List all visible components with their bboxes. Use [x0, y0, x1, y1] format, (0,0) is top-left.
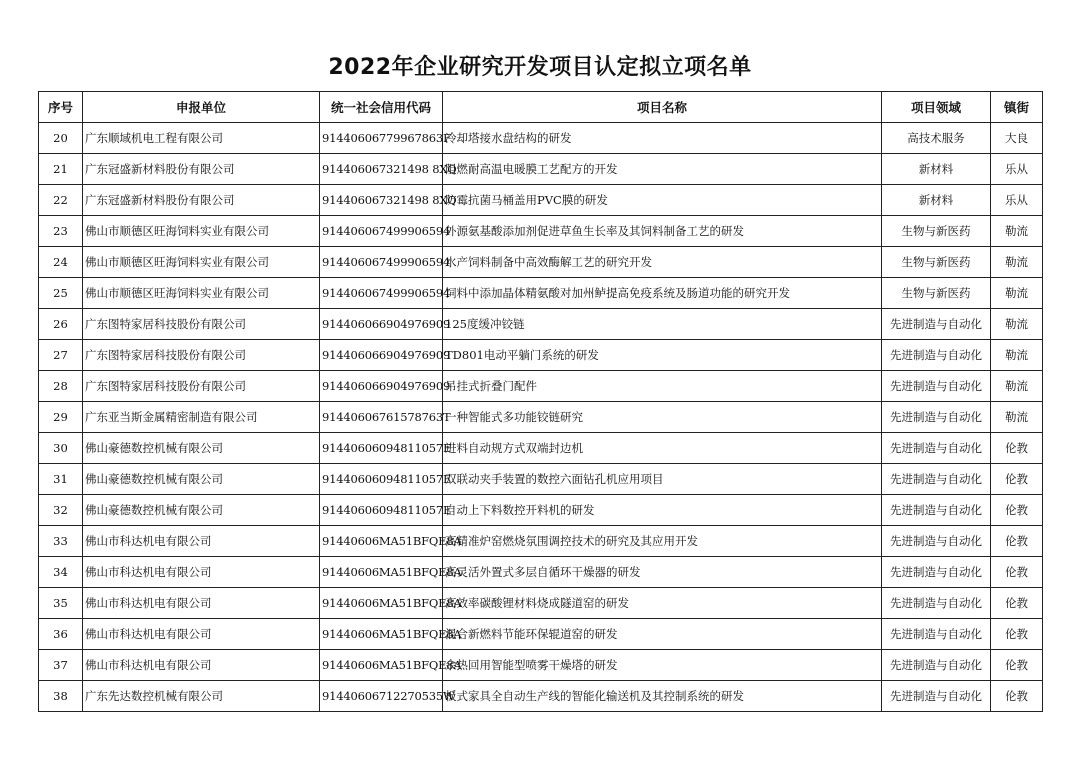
cell-project-field: 先进制造与自动化: [882, 681, 991, 712]
cell-project-name: 板式家具全自动生产线的智能化输送机及其控制系统的研发: [443, 681, 882, 712]
table-row: [39, 185, 1043, 216]
cell-project-name: 进料自动规方式双端封边机: [443, 433, 882, 464]
cell-town: 乐从: [991, 154, 1043, 185]
cell-index: 35: [39, 588, 83, 619]
cell-index: 31: [39, 464, 83, 495]
cell-town: 伦教: [991, 557, 1043, 588]
cell-town: 勒流: [991, 216, 1043, 247]
cell-applicant: 佛山市科达机电有限公司: [83, 619, 320, 650]
cell-credit-code: 91440606MA51BFQE8A: [320, 650, 443, 681]
cell-index: 22: [39, 185, 83, 216]
cell-project-field: 新材料: [882, 185, 991, 216]
table-row: [39, 433, 1043, 464]
cell-applicant: 佛山豪德数控机械有限公司: [83, 464, 320, 495]
cell-applicant: 广东冠盛新材料股份有限公司: [83, 185, 320, 216]
cell-project-name: 外源氨基酸添加剂促进草鱼生长率及其饲料制备工艺的研发: [443, 216, 882, 247]
cell-applicant: 广东先达数控机械有限公司: [83, 681, 320, 712]
cell-project-name: 饲料中添加晶体精氨酸对加州鲈提高免疫系统及肠道功能的研究开发: [443, 278, 882, 309]
table-row: [39, 371, 1043, 402]
cell-town: 勒流: [991, 340, 1043, 371]
cell-project-name: 高精准炉窑燃烧氛围调控技术的研究及其应用开发: [443, 526, 882, 557]
cell-index: 26: [39, 309, 83, 340]
cell-credit-code: 91440606MA51BFQE8A: [320, 557, 443, 588]
cell-credit-code: 91440606MA51BFQE8A: [320, 588, 443, 619]
cell-credit-code: 914406066904976909: [320, 340, 443, 371]
table-row: [39, 247, 1043, 278]
cell-project-name: 高灵活外置式多层自循环干燥器的研发: [443, 557, 882, 588]
cell-applicant: 广东图特家居科技股份有限公司: [83, 340, 320, 371]
cell-project-field: 生物与新医药: [882, 278, 991, 309]
cell-credit-code: 914406067499906594: [320, 216, 443, 247]
header-project-field: 项目领域: [882, 92, 991, 123]
cell-project-field: 先进制造与自动化: [882, 650, 991, 681]
cell-town: 伦教: [991, 464, 1043, 495]
cell-project-name: 一种智能式多功能铰链研究: [443, 402, 882, 433]
cell-credit-code: 91440606712270535W: [320, 681, 443, 712]
cell-project-field: 先进制造与自动化: [882, 495, 991, 526]
cell-applicant: 佛山豪德数控机械有限公司: [83, 495, 320, 526]
cell-project-field: 先进制造与自动化: [882, 371, 991, 402]
table-header-row: [39, 92, 1043, 123]
cell-project-field: 先进制造与自动化: [882, 619, 991, 650]
cell-project-name: 水产饲料制备中高效酶解工艺的研究开发: [443, 247, 882, 278]
cell-index: 34: [39, 557, 83, 588]
project-table: [38, 91, 1043, 712]
cell-project-name: TD801电动平躺门系统的研发: [443, 340, 882, 371]
cell-project-field: 先进制造与自动化: [882, 526, 991, 557]
cell-applicant: 佛山市科达机电有限公司: [83, 588, 320, 619]
cell-project-name: 阻燃耐高温电暖膜工艺配方的开发: [443, 154, 882, 185]
cell-town: 伦教: [991, 619, 1043, 650]
header-credit-code: 统一社会信用代码: [320, 92, 443, 123]
header-applicant: 申报单位: [83, 92, 320, 123]
cell-applicant: 佛山市科达机电有限公司: [83, 526, 320, 557]
cell-town: 伦教: [991, 588, 1043, 619]
cell-project-name: 高效率碳酸锂材料烧成隧道窑的研发: [443, 588, 882, 619]
cell-project-name: 余热回用智能型喷雾干燥塔的研发: [443, 650, 882, 681]
cell-credit-code: 91440606094811057E: [320, 433, 443, 464]
cell-index: 29: [39, 402, 83, 433]
cell-project-name: 125度缓冲铰链: [443, 309, 882, 340]
table-row: [39, 154, 1043, 185]
cell-applicant: 佛山市顺德区旺海饲料实业有限公司: [83, 278, 320, 309]
cell-project-field: 先进制造与自动化: [882, 464, 991, 495]
cell-town: 勒流: [991, 402, 1043, 433]
table-row: [39, 650, 1043, 681]
cell-index: 32: [39, 495, 83, 526]
cell-town: 乐从: [991, 185, 1043, 216]
table-row: [39, 495, 1043, 526]
cell-project-field: 先进制造与自动化: [882, 309, 991, 340]
cell-project-field: 高技术服务: [882, 123, 991, 154]
header-index: 序号: [39, 92, 83, 123]
cell-applicant: 佛山市科达机电有限公司: [83, 650, 320, 681]
table-row: [39, 619, 1043, 650]
cell-applicant: 广东顺域机电工程有限公司: [83, 123, 320, 154]
cell-town: 伦教: [991, 526, 1043, 557]
cell-applicant: 广东冠盛新材料股份有限公司: [83, 154, 320, 185]
cell-applicant: 佛山市科达机电有限公司: [83, 557, 320, 588]
cell-index: 25: [39, 278, 83, 309]
cell-project-name: 双联动夹手装置的数控六面钻孔机应用项目: [443, 464, 882, 495]
cell-credit-code: 914406067321498 8XQ: [320, 154, 443, 185]
cell-project-name: 吊挂式折叠门配件: [443, 371, 882, 402]
table-row: [39, 557, 1043, 588]
cell-project-field: 先进制造与自动化: [882, 433, 991, 464]
table-row: [39, 526, 1043, 557]
cell-town: 大良: [991, 123, 1043, 154]
table-row: [39, 278, 1043, 309]
table-row: [39, 464, 1043, 495]
cell-index: 30: [39, 433, 83, 464]
cell-credit-code: 91440606779967863F: [320, 123, 443, 154]
cell-credit-code: 914406066904976909: [320, 309, 443, 340]
cell-project-field: 生物与新医药: [882, 216, 991, 247]
cell-credit-code: 914406066904976909: [320, 371, 443, 402]
cell-town: 勒流: [991, 278, 1043, 309]
cell-index: 36: [39, 619, 83, 650]
cell-applicant: 佛山豪德数控机械有限公司: [83, 433, 320, 464]
cell-credit-code: 91440606094811057E: [320, 464, 443, 495]
cell-applicant: 佛山市顺德区旺海饲料实业有限公司: [83, 216, 320, 247]
cell-credit-code: 91440606MA51BFQE8A: [320, 619, 443, 650]
cell-town: 伦教: [991, 681, 1043, 712]
table-row: [39, 340, 1043, 371]
header-project-name: 项目名称: [443, 92, 882, 123]
cell-project-name: 防霉抗菌马桶盖用PVC膜的研发: [443, 185, 882, 216]
cell-town: 勒流: [991, 309, 1043, 340]
cell-applicant: 广东亚当斯金属精密制造有限公司: [83, 402, 320, 433]
cell-index: 38: [39, 681, 83, 712]
page-title: 2022年企业研究开发项目认定拟立项名单: [328, 55, 752, 80]
cell-applicant: 广东图特家居科技股份有限公司: [83, 309, 320, 340]
table-row: [39, 588, 1043, 619]
cell-applicant: 广东图特家居科技股份有限公司: [83, 371, 320, 402]
cell-project-field: 新材料: [882, 154, 991, 185]
cell-credit-code: 91440606761578763T: [320, 402, 443, 433]
cell-project-name: 自动上下料数控开料机的研发: [443, 495, 882, 526]
table-row: [39, 309, 1043, 340]
header-town: 镇街: [991, 92, 1043, 123]
cell-town: 勒流: [991, 247, 1043, 278]
table-row: [39, 123, 1043, 154]
cell-index: 24: [39, 247, 83, 278]
cell-index: 33: [39, 526, 83, 557]
cell-credit-code: 914406067499906594: [320, 278, 443, 309]
cell-index: 37: [39, 650, 83, 681]
cell-index: 27: [39, 340, 83, 371]
cell-town: 伦教: [991, 433, 1043, 464]
cell-town: 勒流: [991, 371, 1043, 402]
cell-project-field: 先进制造与自动化: [882, 588, 991, 619]
cell-project-name: 冷却塔接水盘结构的研发: [443, 123, 882, 154]
cell-index: 23: [39, 216, 83, 247]
cell-town: 伦教: [991, 495, 1043, 526]
cell-credit-code: 91440606094811057E: [320, 495, 443, 526]
cell-applicant: 佛山市顺德区旺海饲料实业有限公司: [83, 247, 320, 278]
cell-project-field: 先进制造与自动化: [882, 340, 991, 371]
cell-credit-code: 914406067321498 8XQ: [320, 185, 443, 216]
table-row: [39, 402, 1043, 433]
cell-credit-code: 91440606MA51BFQE8A: [320, 526, 443, 557]
cell-index: 20: [39, 123, 83, 154]
cell-credit-code: 914406067499906594: [320, 247, 443, 278]
cell-project-field: 先进制造与自动化: [882, 557, 991, 588]
cell-project-name: 混合新燃料节能环保辊道窑的研发: [443, 619, 882, 650]
cell-town: 伦教: [991, 650, 1043, 681]
cell-index: 28: [39, 371, 83, 402]
cell-project-field: 生物与新医药: [882, 247, 991, 278]
cell-project-field: 先进制造与自动化: [882, 402, 991, 433]
table-row: [39, 216, 1043, 247]
cell-index: 21: [39, 154, 83, 185]
table-row: [39, 681, 1043, 712]
